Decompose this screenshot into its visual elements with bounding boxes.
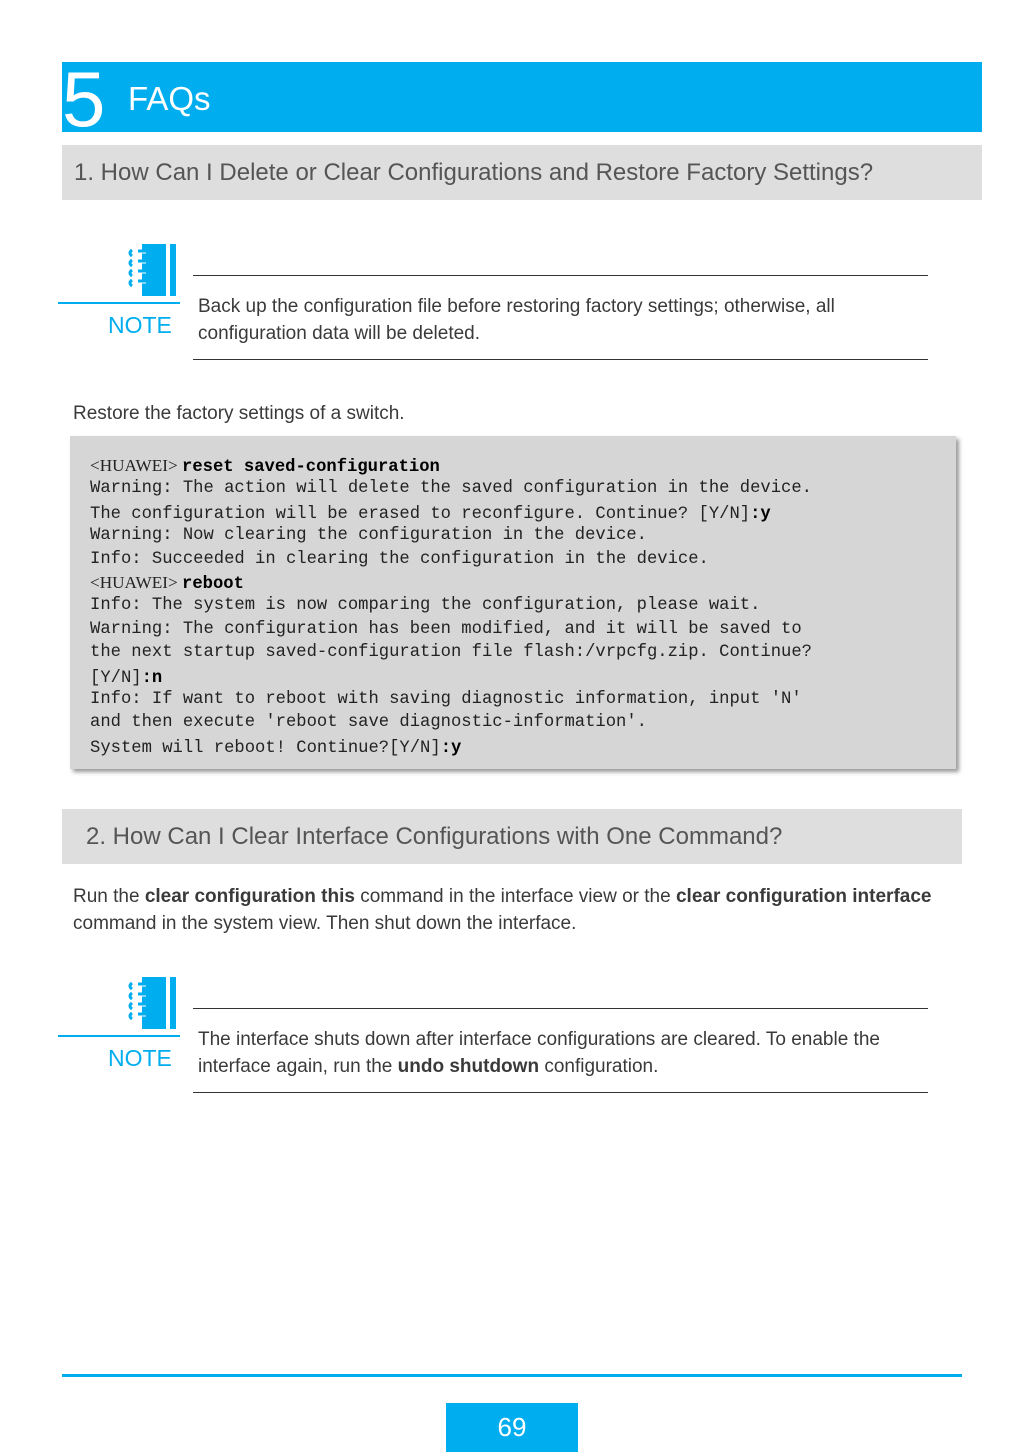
- code-line: Info: Succeeded in clearing the configuration in the device.: [90, 549, 709, 569]
- note-rule-bottom: [193, 1092, 928, 1093]
- note-rule-bottom: [193, 359, 928, 360]
- code-line: <HUAWEI> reset saved-configuration: [90, 456, 440, 477]
- footer-rule: [62, 1374, 962, 1377]
- note-text: The interface shuts down after interface configurations are cleared. To enable the interface again, run the undo shutdown configuration.: [198, 1029, 880, 1077]
- code-line: Warning: The action will delete the saved configuration in the device.: [90, 479, 812, 499]
- notebook-icon: [128, 242, 178, 298]
- code-line: <HUAWEI> reboot: [90, 572, 244, 594]
- code-line: The configuration will be erased to reconfigure. Continue? [Y/N]:y: [90, 504, 771, 524]
- note-block-2: [58, 975, 928, 1095]
- code-line: Warning: The configuration has been modified, and it will be saved to: [90, 619, 802, 639]
- code-line: Warning: Now clearing the configuration in the device.: [90, 526, 647, 546]
- chapter-title: FAQs: [128, 80, 211, 117]
- note-label: NOTE: [108, 312, 172, 338]
- note-label: NOTE: [108, 1045, 172, 1071]
- section-heading-1: 1. How Can I Delete or Clear Configurations and Restore Factory Settings?: [62, 145, 982, 200]
- page-number: 69: [446, 1403, 578, 1452]
- code-line: Info: If want to reboot with saving diagnostic information, input 'N': [90, 689, 802, 709]
- note-text: Back up the configuration file before restoring factory settings; otherwise, all configuration data will be deleted.: [198, 296, 835, 344]
- chapter-number: 5: [62, 55, 106, 143]
- code-line: Info: The system is now comparing the configuration, please wait.: [90, 596, 761, 616]
- note-badge: [58, 975, 183, 1095]
- note-divider: [58, 1035, 180, 1037]
- section-heading-2: 2. How Can I Clear Interface Configurations with One Command?: [62, 809, 962, 864]
- note-block-1: [58, 242, 928, 362]
- chapter-header: [62, 55, 982, 143]
- note-rule-top: [193, 275, 928, 276]
- paragraph-clear-interface: Run the clear configuration this command in the interface view or the clear configuration interface command in the system view. Then shut down the interface.: [73, 886, 932, 934]
- code-line: System will reboot! Continue?[Y/N]:y: [90, 738, 462, 758]
- notebook-icon: [128, 975, 178, 1031]
- note-divider: [58, 302, 180, 304]
- code-line: [Y/N]:n: [90, 668, 163, 688]
- code-block: [70, 436, 956, 769]
- note-badge: [58, 242, 183, 362]
- paragraph-restore: Restore the factory settings of a switch.: [73, 403, 405, 424]
- code-line: the next startup saved-configuration file flash:/vrpcfg.zip. Continue?: [90, 643, 812, 663]
- code-line: and then execute 'reboot save diagnostic-information'.: [90, 713, 647, 733]
- note-rule-top: [193, 1008, 928, 1009]
